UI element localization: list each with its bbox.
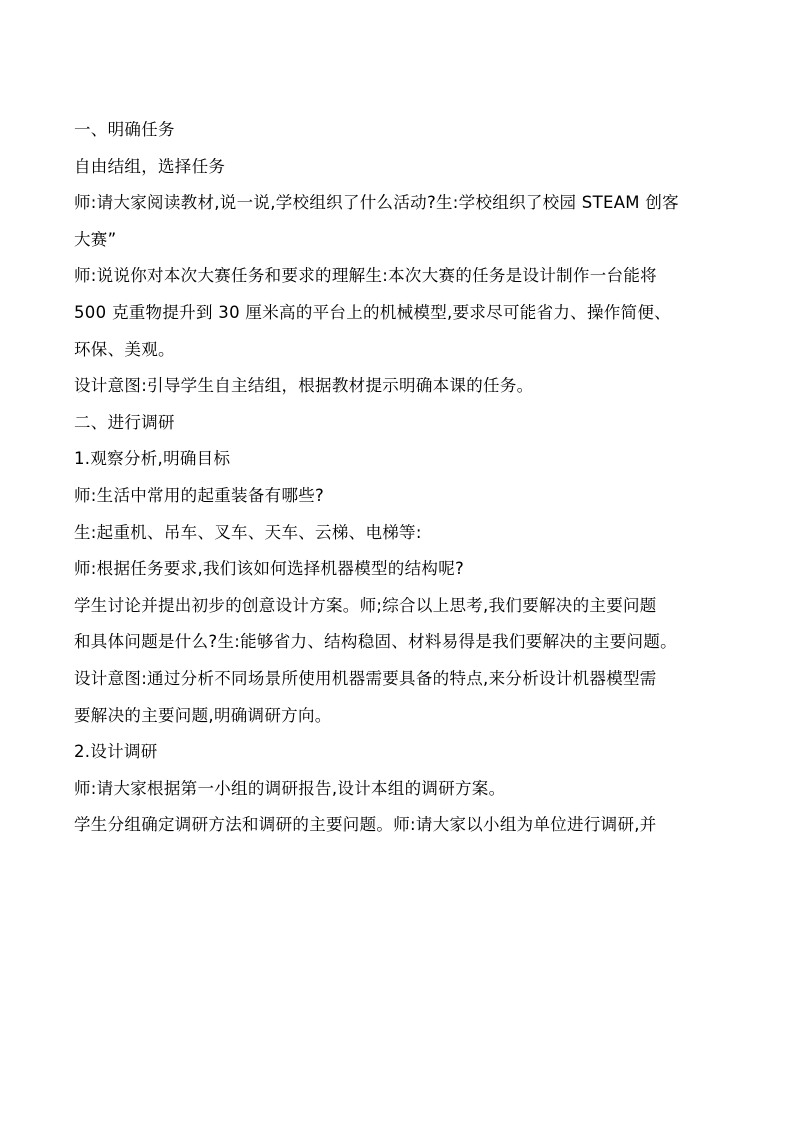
paragraph-line: 师:生活中常用的起重装备有哪些? [74, 485, 325, 505]
paragraph-line: 学生分组确定调研方法和调研的主要问题。师:请大家以小组为单位进行调研,并 [74, 815, 657, 835]
section-heading: 一、明确任务 [74, 120, 175, 139]
document-body [74, 112, 734, 844]
section-heading: 二、进行调研 [74, 412, 175, 432]
paragraph-line: 师:说说你对本次大赛任务和要求的理解生:本次大赛的任务是设计制作一台能将 [74, 266, 657, 286]
paragraph-line: 要解决的主要问题,明确调研方向。 [74, 705, 332, 725]
paragraph-line: 环保、美观。 [74, 339, 175, 359]
paragraph-line: 自由结组，选择任务 [74, 156, 226, 176]
paragraph-line: 师:请大家阅读教材,说一说,学校组织了什么活动?生:学校组织了校园 STEAM 创客 [74, 193, 679, 213]
paragraph-line: 师:请大家根据第一小组的调研报告,设计本组的调研方案。 [74, 778, 506, 798]
subsection-heading: 1.观察分析,明确目标 [74, 449, 231, 469]
paragraph-line: 生:起重机、吊车、叉车、天车、云梯、电梯等: [74, 522, 422, 542]
paragraph-line: 设计意图:通过分析不同场景所使用机器需要具备的特点,来分析设计机器模型需 [74, 668, 657, 688]
paragraph-line: 学生讨论并提出初步的创意设计方案。师;综合以上思考,我们要解决的主要问题 [74, 595, 657, 615]
subsection-heading: 2.设计调研 [74, 742, 158, 762]
paragraph-line: 和具体问题是什么?生:能够省力、结构稳固、材料易得是我们要解决的主要问题。 [74, 632, 677, 652]
paragraph-line: 师:根据任务要求,我们该如何选择机器模型的结构呢? [74, 559, 465, 579]
paragraph-line: 大赛” [74, 229, 117, 249]
paragraph-line: 设计意图:引导学生自主结组，根据教材提示明确本课的任务。 [74, 376, 534, 396]
paragraph-line: 500 克重物提升到 30 厘米高的平台上的机械模型,要求尽可能省力、操作简便、 [74, 302, 671, 322]
